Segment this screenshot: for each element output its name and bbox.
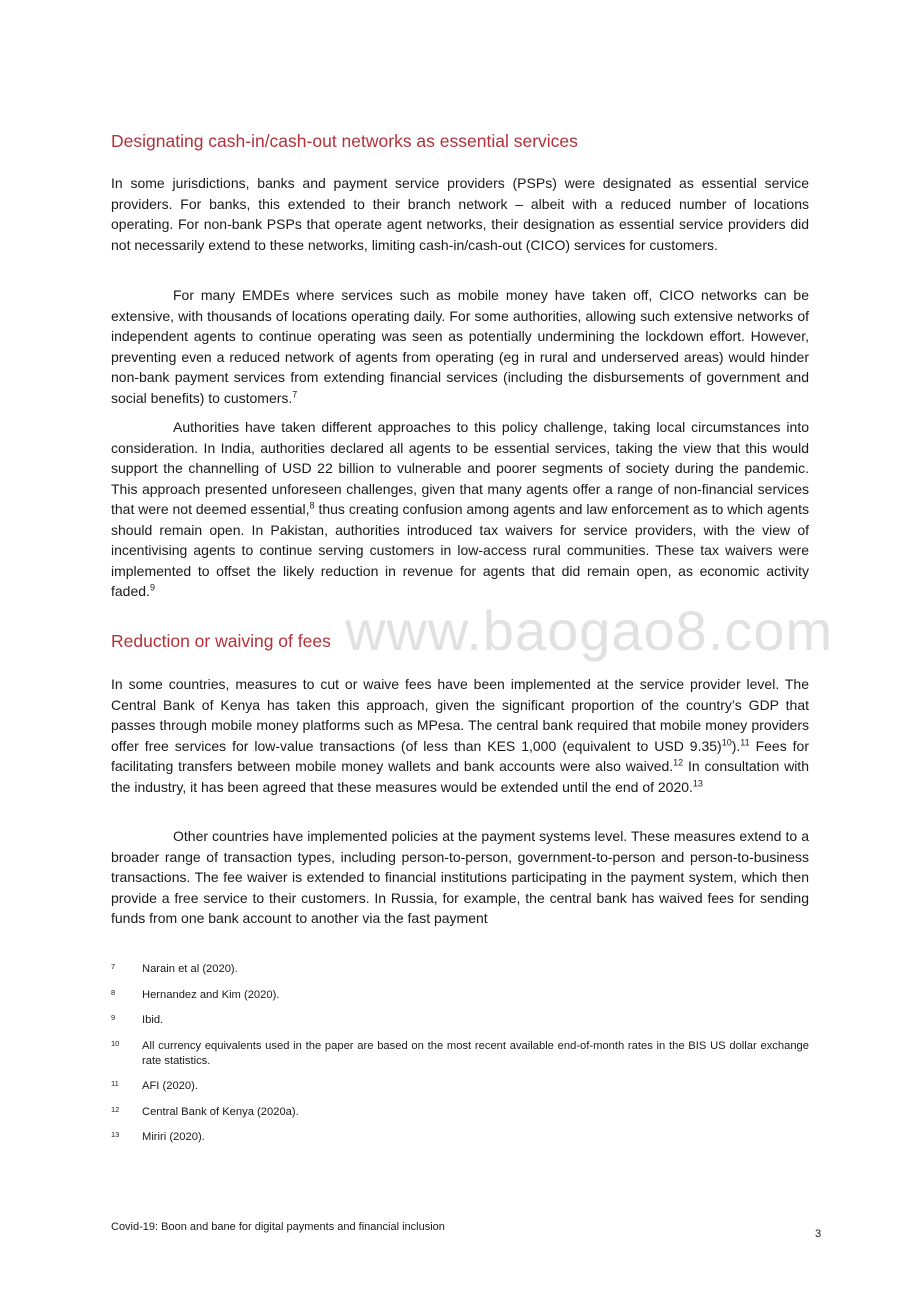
paragraph-fee-waivers-kenya	[111, 674, 809, 797]
footnote-text: Hernandez and Kim (2020).	[142, 988, 280, 1001]
footnote-text: Ibid.	[142, 1014, 164, 1026]
footnote-ref[interactable]: 13	[692, 777, 703, 788]
footnote-number: 10	[111, 1038, 120, 1048]
paragraph-text: In consultation with the industry, it has been agreed that these measures would be extended until the end of 2020.	[111, 758, 809, 795]
paragraph-text: Authorities have taken different approaches to this policy challenge, taking local circumstances into consideration. In India, authorities declared all agents to be essential services, taking the view that this would support the channelling of USD 22 billion to vulnerable and poorer segments of society during the pandemic. This approach presented unforeseen challenges, given that many agents offer a range of non-financial services that were not deemed essential,	[111, 419, 809, 517]
paragraph-text: thus creating confusion among agents and law enforcement as to which agents should remain open. In Pakistan, authorities introduced tax waivers for service providers, with the view of incentivising agents to continue serving customers in low-access rural communities. These tax waivers were implemented to offset the likely reduction in revenue for agents that did remain open, as economic activity faded.	[111, 501, 809, 599]
footnote-number: 11	[111, 1079, 119, 1088]
footnote	[111, 962, 809, 977]
footnote-number: 8	[111, 987, 116, 997]
footnote	[111, 1105, 809, 1120]
section-heading-fees: Reduction or waiving of fees	[111, 631, 331, 651]
paragraph-text: For many EMDEs where services such as mobile money have taken off, CICO networks can be extensive, with thousands of locations operating daily. For some authorities, allowing such extensive networks of independent agents to continue operating was seen as potentially undermining the lockdown effort. However, preventing even a reduced network of agents from operating (eg in rural and underserved areas) would hinder non-bank payment services from extending financial services (including the disbursements of government and social benefits) to customers.	[111, 287, 809, 406]
footnote-number: 9	[111, 1013, 116, 1022]
watermark: www.baogao8.com	[345, 599, 834, 662]
footnote	[111, 1079, 809, 1094]
footnote-text: All currency equivalents used in the paper are based on the most recent available end-of-month rates in the BIS US dollar exchange rate statistics.	[142, 1039, 809, 1067]
paragraph-text: In some countries, measures to cut or waive fees have been implemented at the service provider level. The Central Bank of Kenya has taken this approach, given the significant proportion of the country’s GDP that passes through mobile money platforms such as MPesa. The central bank required that mobile money providers offer free services for low-value transactions (of less than KES 1,000 (equivalent to USD 9.35)	[111, 676, 809, 754]
paragraph-payment-systems: Other countries have implemented policies at the payment systems level. These measures extend to a broader range of transaction types, including person-to-person, government-to-person and person-to-business transactions. The fee waiver is extended to financial institutions participating in the payment system, which then provide a free service to their customers. In Russia, for example, the central bank has waived fees for sending funds from one bank account to another via the fast payment	[111, 828, 809, 926]
footnote-ref[interactable]: 9	[149, 582, 155, 593]
paragraph-text: ).	[731, 737, 741, 754]
footnote-ref[interactable]: 7	[292, 388, 298, 399]
footnote	[111, 1013, 809, 1028]
footnote-number: 12	[111, 1104, 120, 1114]
footnote-ref[interactable]: 10	[721, 736, 732, 747]
footer-document-title: Covid-19: Boon and bane for digital payments and financial inclusion	[111, 1221, 445, 1233]
page-number: 3	[815, 1228, 822, 1240]
footnote-ref[interactable]: 12	[673, 757, 684, 768]
footnote-ref[interactable]: 8	[309, 500, 315, 511]
footnote-text: AFI (2020).	[142, 1080, 198, 1092]
section-heading-cico: Designating cash-in/cash-out networks as essential services	[111, 131, 578, 151]
footnote	[111, 988, 809, 1003]
paragraph-text: Fees for facilitating transfers between mobile money wallets and bank accounts were also waived.	[111, 737, 809, 774]
paragraph-cico-networks	[111, 285, 809, 408]
paragraph-authority-approaches	[111, 417, 809, 602]
footnote-text: Miriri (2020).	[142, 1131, 205, 1143]
paragraph-essential-providers: In some jurisdictions, banks and payment service providers (PSPs) were designated as essential service providers. For banks, this extended to their branch network – albeit with a reduced number of locations operating. For non-bank PSPs that operate agent networks, their designation as essential service providers did not necessarily extend to these networks, limiting cash-in/cash-out (CICO) services for customers.	[111, 175, 809, 253]
footnote-number: 13	[111, 1130, 120, 1139]
footnote-text: Central Bank of Kenya (2020a).	[142, 1105, 299, 1118]
footnote	[111, 1039, 809, 1069]
footnote-number: 7	[111, 962, 116, 971]
footnotes	[111, 962, 809, 1156]
footnote-ref[interactable]: 11	[740, 736, 750, 747]
footnote-text: Narain et al (2020).	[142, 963, 238, 975]
footnote	[111, 1130, 809, 1145]
